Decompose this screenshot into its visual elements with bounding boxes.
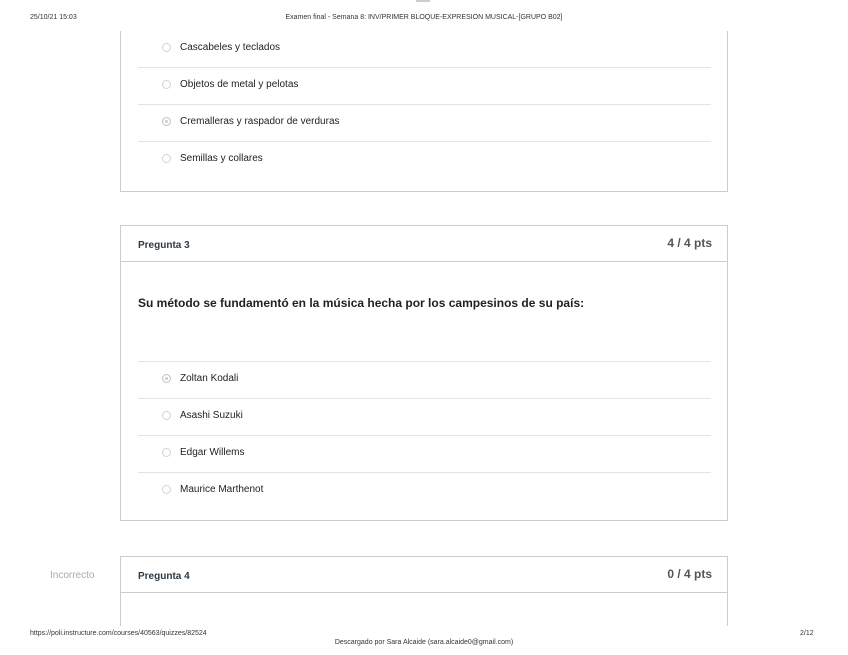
answer-label: Edgar Willems <box>180 447 245 458</box>
question-2-answers <box>138 31 711 178</box>
page-number: 2/12 <box>800 630 814 637</box>
radio-icon[interactable] <box>162 80 171 89</box>
question-points: 0 / 4 pts <box>667 567 712 581</box>
answer-status-label: Incorrecto <box>50 570 95 581</box>
radio-icon[interactable] <box>162 43 171 52</box>
radio-selected-icon[interactable] <box>162 117 171 126</box>
radio-icon[interactable] <box>162 448 171 457</box>
radio-icon[interactable] <box>162 411 171 420</box>
download-credit: Descargado por Sara Alcaide (sara.alcaide0@gmail.com) <box>334 639 514 646</box>
question-title: Pregunta 3 <box>138 240 190 251</box>
answer-label: Zoltan Kodali <box>180 373 239 384</box>
answer-option[interactable] <box>138 361 711 398</box>
print-title: Examen final - Semana 8: INV/PRIMER BLOQUE-EXPRESION MUSICAL-[GRUPO B02] <box>285 14 563 21</box>
answer-option[interactable] <box>138 67 711 104</box>
question-title: Pregunta 4 <box>138 571 190 582</box>
question-3-answers <box>138 361 711 509</box>
question-3-card <box>120 225 728 521</box>
answer-label: Objetos de metal y pelotas <box>180 79 299 90</box>
radio-icon[interactable] <box>162 485 171 494</box>
answer-label: Semillas y collares <box>180 153 263 164</box>
radio-icon[interactable] <box>162 154 171 163</box>
print-url: https://poli.instructure.com/courses/40563/quizzes/82524 <box>30 630 207 637</box>
answer-option[interactable] <box>138 31 711 67</box>
answer-label: Cascabeles y teclados <box>180 42 281 53</box>
answer-label: Asashi Suzuki <box>180 410 243 421</box>
question-header <box>121 226 727 262</box>
answer-option[interactable] <box>138 472 711 509</box>
radio-selected-icon[interactable] <box>162 374 171 383</box>
answer-option[interactable] <box>138 104 711 141</box>
question-2-card <box>120 31 728 192</box>
top-edge-mark <box>416 0 430 2</box>
answer-label: Cremalleras y raspador de verduras <box>180 116 340 127</box>
question-header <box>121 557 727 593</box>
answer-option[interactable] <box>138 435 711 472</box>
print-datetime: 25/10/21 15:03 <box>30 14 77 21</box>
answer-option[interactable] <box>138 398 711 435</box>
question-text: Su método se fundamentó en la música hecha por los campesinos de su país: <box>138 296 585 310</box>
answer-label: Maurice Marthenot <box>180 484 264 495</box>
question-4-card <box>120 556 728 626</box>
question-points: 4 / 4 pts <box>667 236 712 250</box>
answer-option[interactable] <box>138 141 711 178</box>
